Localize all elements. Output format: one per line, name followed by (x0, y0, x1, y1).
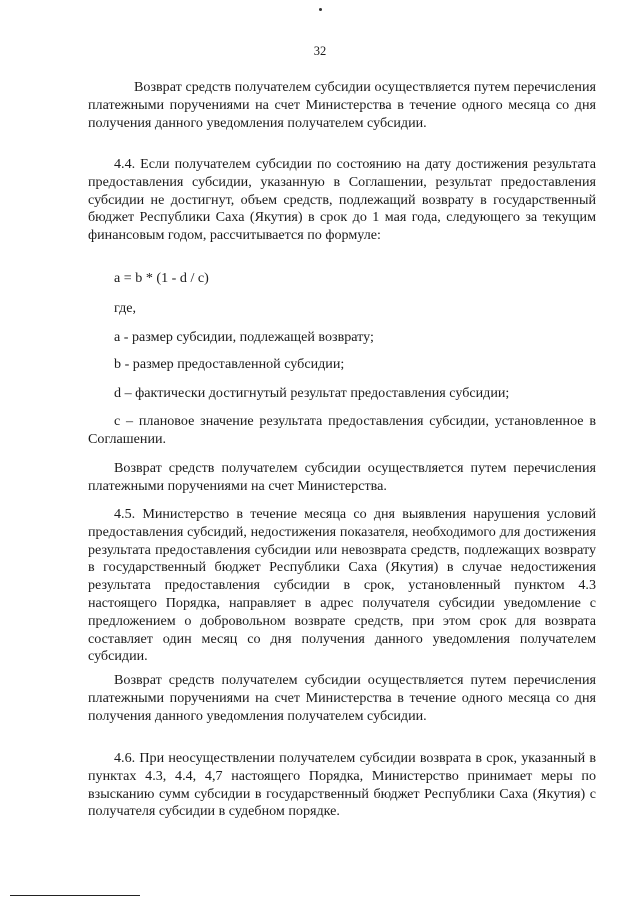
scan-mark (319, 8, 322, 11)
definition-a: a - размер субсидии, подлежащей возврату; (114, 329, 374, 345)
paragraph-return-notice: Возврат средств получателем субсидии осуществляется путем перечисления платежными поручениями на счет Министерства в течение одного месяца со дня получения данного уведомления получателем субсидии. (88, 79, 596, 131)
paragraph-4-5: 4.5. Министерство в течение месяца со дня выявления нарушения условий предоставления субсидий, недостижения показателя, необходимого для достижения результата предоставления субсидии или невозврата средств, подлежащих возврату в государственный бюджет Республики Саха (Якутия) в случае недостижения результата предоставления субсидии в срок, установленный пунктом 4.3 настоящего Порядка, направляет в адрес получателя субсидии уведомление с предложением о добровольном возврате средств, при этом срок для возврата составляет один месяц со дня получения данного уведомления получателем субсидии. (88, 506, 596, 665)
definition-b: b - размер предоставленной субсидии; (114, 356, 345, 372)
formula-where: где, (114, 300, 137, 316)
definition-d: d – фактически достигнутый результат предоставления субсидии; (114, 385, 510, 401)
paragraph-return-month: Возврат средств получателем субсидии осуществляется путем перечисления платежными поручениями на счет Министерства в течение одного месяца со дня получения данного уведомления получателем субсидии. (88, 672, 596, 724)
page-number: 32 (313, 44, 327, 58)
definition-c: c – плановое значение результата предоставления субсидии, установленное в Соглашении. (88, 413, 596, 447)
paragraph-return-ministry: Возврат средств получателем субсидии осуществляется путем перечисления платежными поручениями на счет Министерства. (88, 460, 596, 494)
paragraph-4-6: 4.6. При неосуществлении получателем субсидии возврата в срок, указанный в пунктах 4.3, 4.4, 4,7 настоящего Порядка, Министерство принимает меры по взысканию сумм субсидии в государственный бюджет Республики Саха (Якутия) с получателя субсидии в судебном порядке. (88, 750, 596, 820)
formula: a = b * (1 - d / c) (114, 270, 209, 286)
paragraph-4-4: 4.4. Если получателем субсидии по состоянию на дату достижения результата предоставления субсидии, указанную в Соглашении, результат предоставления субсидии не достигнут, объем средств, подлежащий возврату в государственный бюджет Республики Саха (Якутия) в срок до 1 мая года, следующего за текущим финансовым годом, рассчитывается по формуле: (88, 156, 596, 244)
footnote-rule (10, 895, 140, 896)
